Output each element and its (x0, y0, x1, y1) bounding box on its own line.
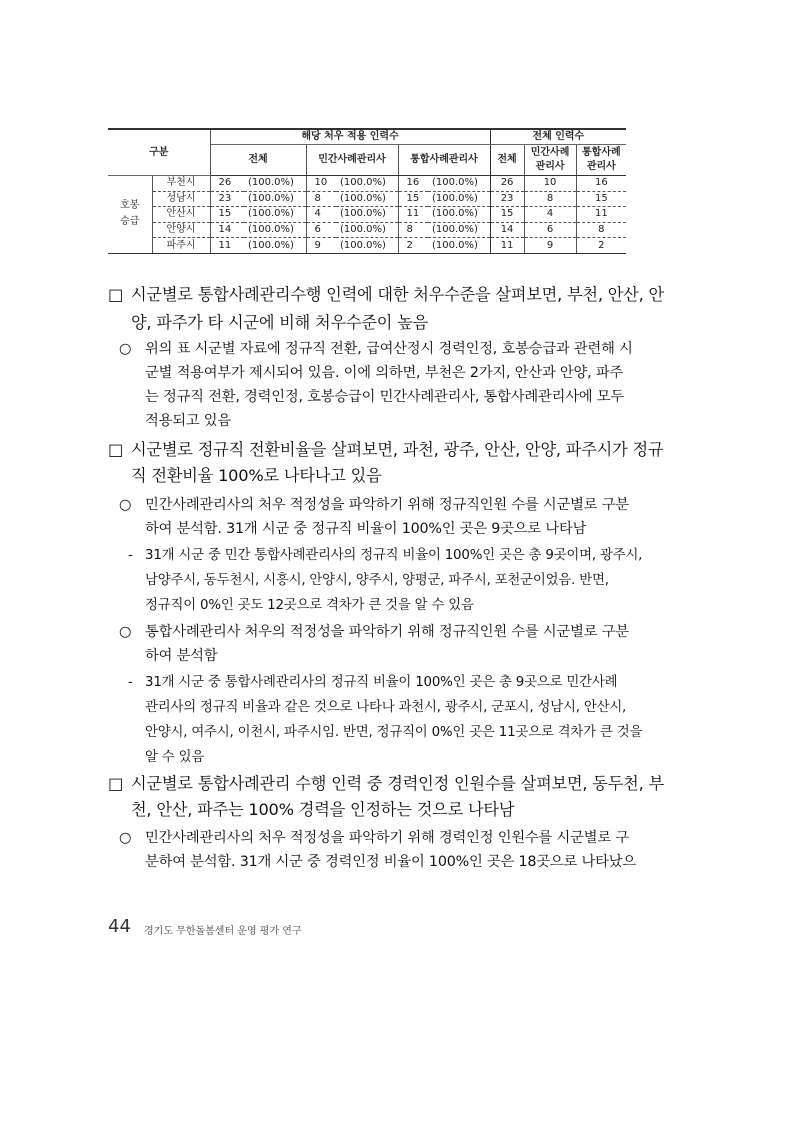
section2b1-line2: 관리사의 정규직 비율과 같은 것으로 나타나 과천시, 광주시, 군포시, 성남시, 안산시, (145, 700, 627, 715)
section3a-line2: 분하여 분석함. 31개 시군 중 경력인정 비율이 100%인 곳은 18곳으로 나타났으 (145, 854, 636, 870)
pct-cell: (100.0%) (244, 238, 306, 254)
section2b1-line4: 알 수 있음 (145, 750, 205, 765)
section2a1-line2: 남양주시, 동두천시, 시흥시, 안양시, 양주시, 양평군, 파주시, 포천군이었음. 반면, (145, 573, 609, 588)
value-cell: 15 (490, 207, 524, 223)
sub-total-integrated-header: 통합사례 관리사 (576, 145, 626, 176)
running-title: 경기도 무한돌봄센터 운영 평가 연구 (144, 926, 302, 937)
circle-bullet: ○ (119, 497, 132, 513)
value-cell: 14 (490, 222, 524, 238)
pct-cell: (100.0%) (428, 191, 490, 207)
pct-cell: (100.0%) (428, 207, 490, 223)
value-cell: 9 (306, 238, 336, 254)
pct-cell: (100.0%) (336, 238, 398, 254)
sub-all-header: 전체 (210, 145, 306, 176)
col-gubun: 구분 (108, 129, 210, 176)
city-cell: 안양시 (152, 222, 210, 238)
section2b1-line3: 안양시, 여주시, 이천시, 파주시임. 반면, 정규직이 0%인 곳은 11곳으로 격차가 큰 것을 (145, 725, 643, 740)
value-cell: 2 (398, 238, 428, 254)
value-cell: 8 (524, 191, 576, 207)
section1-line2: 양, 파주가 타 시군에 비해 처우수준이 높음 (131, 313, 429, 332)
pct-cell: (100.0%) (244, 191, 306, 207)
sub-total-all-header: 전체 (490, 145, 524, 176)
page-number: 44 (108, 916, 131, 937)
circle-bullet: ○ (119, 341, 132, 357)
section3-line1: 시군별로 통합사례관리 수행 인력 중 경력인정 인원수를 살펴보면, 동두천, 부 (131, 774, 664, 793)
box-bullet: □ (108, 285, 124, 304)
value-cell: 8 (306, 191, 336, 207)
group-applied-header: 해당 처우 적용 인력수 (210, 129, 490, 145)
value-cell: 4 (524, 207, 576, 223)
city-cell: 부천시 (152, 176, 210, 192)
value-cell: 2 (576, 238, 626, 254)
value-cell: 8 (576, 222, 626, 238)
table-row (108, 238, 626, 254)
value-cell: 6 (524, 222, 576, 238)
dash-bullet: - (128, 548, 133, 563)
value-cell: 11 (398, 207, 428, 223)
value-cell: 6 (306, 222, 336, 238)
table-row (108, 207, 626, 223)
value-cell: 15 (210, 207, 244, 223)
value-cell: 11 (576, 207, 626, 223)
pct-cell: (100.0%) (244, 222, 306, 238)
section2b-line2: 하여 분석함 (145, 648, 218, 664)
value-cell: 15 (398, 191, 428, 207)
pct-cell: (100.0%) (336, 207, 398, 223)
pct-cell: (100.0%) (244, 207, 306, 223)
pct-cell: (100.0%) (336, 222, 398, 238)
pct-cell: (100.0%) (428, 238, 490, 254)
sub-integrated-header: 통합사례관리사 (398, 145, 490, 176)
value-cell: 16 (398, 176, 428, 192)
value-cell: 11 (490, 238, 524, 254)
box-bullet: □ (108, 440, 124, 459)
pct-cell: (100.0%) (244, 176, 306, 192)
value-cell: 10 (524, 176, 576, 192)
group-total-header: 전체 인력수 (490, 129, 626, 145)
sub-private-header: 민간사례관리사 (306, 145, 398, 176)
section2a-line1: 민간사례관리사의 처우 적정성을 파악하기 위해 정규직인원 수를 시군별로 구분 (145, 497, 629, 513)
table-row (108, 191, 626, 207)
pct-cell: (100.0%) (336, 176, 398, 192)
value-cell: 11 (210, 238, 244, 254)
section1a-line1: 위의 표 시군별 자료에 정규직 전환, 급여산정시 경력인정, 호봉승급과 관련해 시 (145, 341, 633, 357)
circle-bullet: ○ (119, 830, 132, 846)
circle-bullet: ○ (119, 624, 132, 640)
value-cell: 15 (576, 191, 626, 207)
city-cell: 안산시 (152, 207, 210, 223)
value-cell: 10 (306, 176, 336, 192)
pct-cell: (100.0%) (336, 191, 398, 207)
city-cell: 파주시 (152, 238, 210, 254)
value-cell: 16 (576, 176, 626, 192)
treatment-table (108, 128, 626, 254)
value-cell: 8 (398, 222, 428, 238)
city-cell: 성남시 (152, 191, 210, 207)
section1-line1: 시군별로 통합사례관리수행 인력에 대한 처우수준을 살펴보면, 부천, 안산, 안 (131, 285, 664, 304)
sub-total-private-header: 민간사례 관리사 (524, 145, 576, 176)
section3a-line1: 민간사례관리사의 처우 적정성을 파악하기 위해 경력인정 인원수를 시군별로 구 (145, 830, 629, 846)
section1a-line3: 는 정규직 전환, 경력인정, 호봉승급이 민간사례관리사, 통합사례관리사에 모두 (145, 389, 624, 405)
section2-line2: 직 전환비율 100%로 나타나고 있음 (131, 466, 382, 485)
value-cell: 9 (524, 238, 576, 254)
section3-line2: 천, 안산, 파주는 100% 경력을 인정하는 것으로 나타남 (131, 800, 515, 819)
section2b-line1: 통합사례관리사 처우의 적정성을 파악하기 위해 정규직인원 수를 시군별로 구분 (145, 624, 629, 640)
table-row (108, 176, 626, 192)
section1a-line4: 적용되고 있음 (145, 413, 232, 429)
section2b1-line1: 31개 시군 중 통합사례관리사의 정규직 비율이 100%인 곳은 총 9곳으로 민간사례 (145, 675, 618, 690)
table-row (108, 222, 626, 238)
value-cell: 26 (210, 176, 244, 192)
value-cell: 23 (210, 191, 244, 207)
section2a1-line1: 31개 시군 중 민간 통합사례관리사의 정규직 비율이 100%인 곳은 총 9곳이며, 광주시, (145, 548, 643, 563)
section2-line1: 시군별로 정규직 전환비율을 살펴보면, 과천, 광주, 안산, 안양, 파주시가 정규 (131, 440, 664, 459)
value-cell: 14 (210, 222, 244, 238)
pct-cell: (100.0%) (428, 222, 490, 238)
value-cell: 26 (490, 176, 524, 192)
value-cell: 23 (490, 191, 524, 207)
dash-bullet: - (128, 675, 133, 690)
pct-cell: (100.0%) (428, 176, 490, 192)
section2a-line2: 하여 분석함. 31개 시군 중 정규직 비율이 100%인 곳은 9곳으로 나타남 (145, 521, 587, 537)
box-bullet: □ (108, 774, 124, 793)
section2a1-line3: 정규직이 0%인 곳도 12곳으로 격차가 큰 것을 알 수 있음 (145, 598, 474, 613)
value-cell: 4 (306, 207, 336, 223)
row-group-label: 호봉 승급 (108, 176, 152, 254)
section1a-line2: 군별 적용여부가 제시되어 있음. 이에 의하면, 부천은 2가지, 안산과 안양, 파주 (145, 365, 624, 381)
